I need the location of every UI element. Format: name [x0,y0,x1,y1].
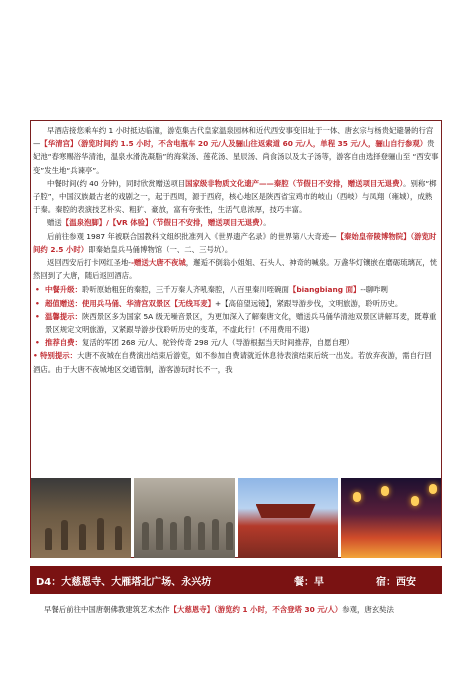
item-label: 中餐升级： [45,285,82,295]
highlight: 【秦始皇帝陵博物院】（游览时间约 2.5 小时） [33,231,437,254]
warrior-figure [226,522,233,550]
paragraph-terracotta [33,230,439,256]
item-text: 复活的军团 268 元/人、驼铃传奇 298 元/人（导游根据当天时间推荐，自愿自理） [81,338,354,348]
text: ，邂逅不倒翁小姐姐、石头人、神奇的喊泉。万盏华灯镶嵌在磨砺琉璃瓦，恍然回到了大唐，随后返回酒店。 [33,258,438,281]
horse-figure [115,526,122,550]
special-notice [33,349,439,375]
horse-figure [79,524,86,550]
lantern-icon [429,484,437,494]
photo-strip [31,478,441,558]
paragraph-gifts [33,216,439,229]
hotel-info: 宿：西安 [376,576,416,588]
item-label: 温馨提示： [45,311,82,321]
paragraph-huaqing [33,124,439,177]
highlight: 【华清宫】（游览时间约 1.5 小时，不含电瓶车 20 元/人及骊山往返索道 60 元/人，单程 35 元/人，骊山自行参观） [40,139,428,149]
day4-intro [44,603,444,616]
item-label: 超值赠送： [45,298,82,308]
photo-bronze-chariot [31,478,131,558]
text: 。 [263,218,271,228]
text: 早餐后前往中国唐朝佛教建筑艺术杰作 [44,605,170,615]
text: 参观，唐玄奘法 [342,605,394,615]
photo-tang-night-city [341,478,441,558]
item-highlight: 【biangbiang 面】 [288,285,361,295]
item-tail: --聊咋咧 [360,285,388,295]
item-text: 聆听原始粗狂的秦腔，三千万秦人齐吼秦腔，八百里秦川咥碗面 [81,285,289,295]
list-item [33,336,439,349]
list-item [33,297,439,310]
meal-info: 餐：早 [294,576,324,588]
photo-huaqing-palace [238,478,338,558]
highlight: 【大慈恩寺】（游览约 1 小时，不含登塔 30 元/人） [169,605,343,615]
lantern-icon [353,492,361,502]
tips-list [33,283,439,349]
text: 返回西安后打卡网红圣地- [47,258,131,268]
text: 即秦始皇兵马俑博物馆（一、二、三号坑）。 [88,244,233,254]
list-item [33,310,439,336]
item-text: 陕西景区多为国家 5A 级无噪音景区，为更加深入了解秦唐文化，赠送兵马俑华清池双景区讲解耳麦，既尊重景区规定文明旅游，又紧跟导游步伐聆听历史的变革，不虚此行！(不用费用不退) [45,311,437,335]
palace-roof [256,504,316,518]
highlight: -赠送大唐不夜城 [130,258,186,268]
list-item [33,283,439,296]
highlight: 【温泉泡脚】/【VR 体验】（节假日不安排，赠送项目无退费） [61,218,264,228]
warrior-figure [212,519,219,550]
item-text: +【高倍望远镜】，紧跟导游步伐，文明旅游，聆听历史。 [215,298,403,308]
item-label: 推荐自费： [45,338,82,348]
warrior-figure [142,522,149,550]
horse-figure [45,528,52,550]
lantern-icon [411,496,419,506]
bullet-icon: • [35,338,40,348]
text: 。别称“梆子腔”，中国汉族最古老的戏剧之一，起于西周，源于西府，核心地区是陕西省宝鸡市的岐山（西岐）与凤翔（雍城），成熟于秦。秦腔的表演技艺朴实、粗犷、豪放，富有夸张性，生活气息浓厚，技巧丰富。 [33,178,437,215]
item-highlight: 使用兵马俑、华清宫双景区【无线耳麦】 [81,298,216,308]
text: 早酒店接您乘车约 1 小时抵达临潼，游览集古代皇家温泉园林和近代西安事变旧址于一体、唐玄宗与杨贵妃避暑的行宫— [33,126,434,149]
warrior-figure [170,522,177,550]
highlight: 国家级非物质文化遗产——秦腔（节假日不安排，赠送项目无退费） [185,178,404,188]
text: 中餐时间(约 40 分钟)，同时欣赏赠送项目 [47,178,186,188]
text: 贵妃池“春寒赐浴华清池，温泉水滑洗凝脂”的海棠汤、莲花汤、星辰汤、尚食汤以及太子汤等，游客自由选择登骊山至 “西安事变”发生地“兵谏亭”。 [33,139,439,175]
paragraph-night-city [33,256,439,282]
notice-label: 特别提示： [40,351,78,361]
lantern-icon [381,486,389,496]
horse-figure [97,518,104,550]
paragraph-lunch-qinqiang [33,177,439,217]
bullet-icon: • [35,311,40,321]
notice-text: 大唐不夜城在自费演出结束后游览，如不参加自费请就近休息待表演结束后统一出发。若放弃夜游，需自行回酒店。由于大唐不夜城地区交通管制，游客游玩时长不一，我 [33,351,432,374]
day3-description [33,124,439,376]
bullet-icon: • [33,351,38,361]
text: 赠送 [47,218,62,228]
photo-terracotta-warriors [134,478,234,558]
warrior-figure [198,522,205,550]
warrior-figure [184,516,191,550]
horse-figure [61,520,68,550]
warrior-figure [156,518,163,550]
bullet-icon: • [35,298,40,308]
bullet-icon: • [35,285,40,295]
day4-header [30,566,442,594]
text: 后前往参观 1987 年被联合国教科文组织批准列入《世界遗产名录》的世界第八大奇迹— [47,231,337,241]
day-title: D4：大慈恩寺、大雁塔北广场、永兴坊 [36,576,212,588]
